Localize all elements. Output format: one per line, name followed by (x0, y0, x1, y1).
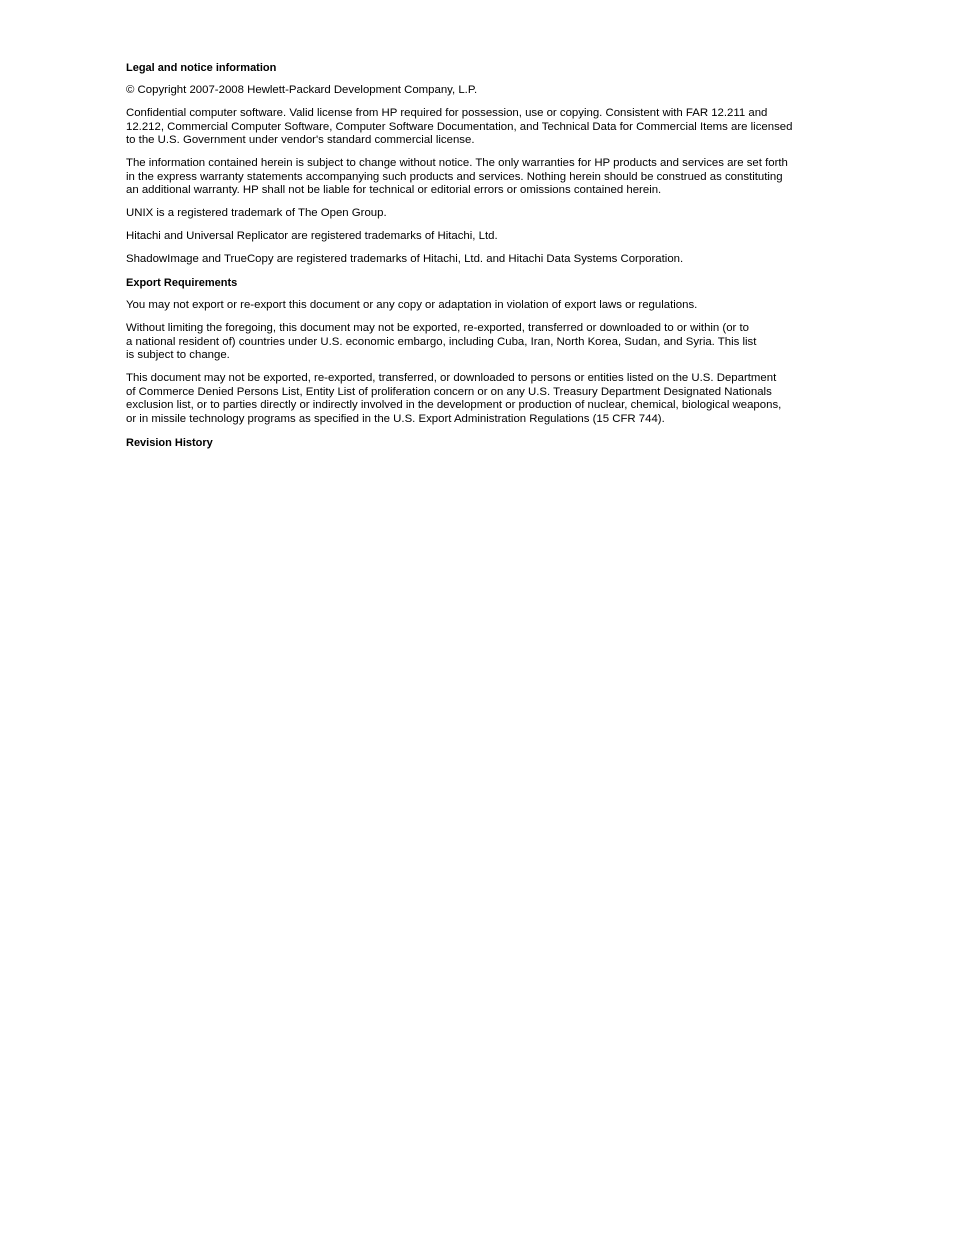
text-line: The information contained herein is subject to change without notice. The only warranties for HP products and services are set forth (126, 157, 788, 169)
text-line: is subject to change. (126, 349, 230, 361)
export-paragraph-1: You may not export or re-export this document or any copy or adaptation in violation of export laws or regulations. (126, 299, 698, 311)
text-line: This document may not be exported, re-exported, transferred, or downloaded to persons or entities listed on the U.S. Department (126, 372, 777, 384)
revision-history-heading: Revision History (126, 436, 213, 449)
text-line: a national resident of) countries under U.S. economic embargo, including Cuba, Iran, North Korea, Sudan, and Syria. This list (126, 335, 757, 348)
text-line: of Commerce Denied Persons List, Entity List of proliferation concern or on any U.S. Treasury Department Designated Nationals (126, 385, 772, 398)
confidential-software-paragraph (126, 107, 834, 148)
text-line: exclusion list, or to parties directly or indirectly involved in the development or production of nuclear, chemical, biological weapons, (126, 399, 782, 411)
text-line: 12.212, Commercial Computer Software, Computer Software Documentation, and Technical Data for Commercial Items are licensed (126, 120, 793, 133)
text-line: in the express warranty statements accompanying such products and services. Nothing herein should be construed as constituting (126, 170, 783, 183)
text-line: an additional warranty. HP shall not be liable for technical or editorial errors or omissions contained herein. (126, 184, 662, 196)
legal-heading: Legal and notice information (126, 62, 277, 74)
information-change-paragraph (126, 157, 834, 198)
text-line: Confidential computer software. Valid license from HP required for possession, use or copying. Consistent with FAR 12.211 and (126, 107, 768, 119)
export-paragraph-2 (126, 322, 834, 363)
export-heading: Export Requirements (126, 277, 238, 289)
hitachi-trademark: Hitachi and Universal Replicator are registered trademarks of Hitachi, Ltd. (126, 230, 498, 242)
unix-trademark: UNIX is a registered trademark of The Open Group. (126, 207, 387, 219)
export-paragraph-3 (126, 372, 834, 426)
copyright-notice: © Copyright 2007-2008 Hewlett-Packard Development Company, L.P. (126, 84, 478, 96)
text-line: Without limiting the foregoing, this document may not be exported, re-exported, transferred or downloaded to or within (or to (126, 322, 750, 334)
shadowimage-trademark: ShadowImage and TrueCopy are registered trademarks of Hitachi, Ltd. and Hitachi Data Systems Corporation. (126, 253, 684, 265)
text-line: or in missile technology programs as specified in the U.S. Export Administration Regulations (15 CFR 744). (126, 412, 665, 425)
text-line: to the U.S. Government under vendor's standard commercial license. (126, 134, 475, 146)
legal-notice-page (126, 61, 834, 459)
